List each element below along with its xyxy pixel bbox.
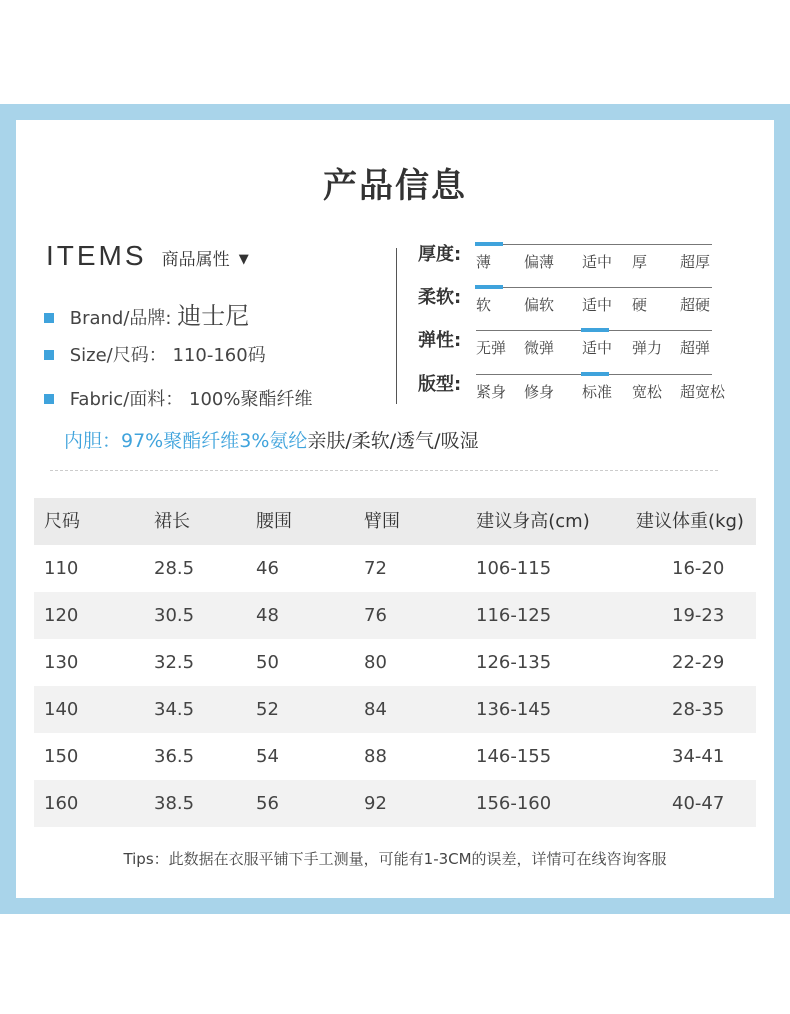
- scale-option: 厚: [632, 253, 648, 271]
- header-cell: 腰围: [256, 511, 292, 532]
- table-cell: 36.5: [154, 746, 195, 767]
- table-row: [34, 686, 756, 733]
- scale-option: 宽松: [632, 383, 663, 401]
- scale-track: [476, 244, 712, 245]
- table-cell: 38.5: [154, 793, 195, 814]
- page-title: 产品信息: [323, 166, 467, 206]
- scale-option: 紧身: [476, 383, 507, 401]
- table-cell: 28.5: [154, 558, 195, 579]
- table-cell: 19-23: [672, 605, 725, 626]
- table-cell: 56: [256, 793, 279, 814]
- table-cell: 48: [256, 605, 279, 626]
- scale-option: 偏薄: [524, 253, 555, 271]
- table-cell: 34-41: [672, 746, 725, 767]
- tips-text: Tips：此数据在衣服平铺下手工测量，可能有1-3CM的误差，详情可在线咨询客服: [123, 850, 667, 868]
- table-cell: 156-160: [476, 793, 552, 814]
- attr-brand-value: 迪士尼: [177, 302, 250, 330]
- scale-option: 适中: [582, 339, 613, 357]
- scale-selected-marker: [581, 328, 609, 332]
- items-header-cn: 商品属性: [161, 250, 230, 270]
- scale-selected-marker: [475, 242, 503, 246]
- table-cell: 40-47: [672, 793, 725, 814]
- header-cell: 裙长: [154, 511, 190, 532]
- vertical-divider: [396, 248, 397, 404]
- header-cell: 尺码: [44, 511, 80, 532]
- attr-size-value: 110-160码: [172, 345, 266, 366]
- table-cell: 150: [44, 746, 79, 767]
- scale-label: 弹性:: [418, 330, 462, 351]
- table-cell: 46: [256, 558, 279, 579]
- table-row: [34, 639, 756, 686]
- scale-option: 弹力: [632, 339, 663, 357]
- dashed-divider: [50, 470, 718, 471]
- scale-option: 修身: [524, 383, 555, 401]
- scale-option: 硬: [632, 296, 648, 314]
- square-bullet-icon: [44, 313, 54, 323]
- table-cell: 16-20: [672, 558, 725, 579]
- header-cell: 建议身高(cm): [476, 511, 590, 532]
- scale-option: 偏软: [524, 296, 555, 314]
- table-cell: 136-145: [476, 699, 552, 720]
- attr-brand-label: Brand/品牌:: [69, 308, 172, 329]
- square-bullet-icon: [44, 350, 54, 360]
- table-cell: 32.5: [154, 652, 195, 673]
- scale-selected-marker: [475, 285, 503, 289]
- inner-lining-desc: 亲肤/柔软/透气/吸湿: [307, 430, 479, 452]
- table-row: [34, 592, 756, 639]
- scale-option: 超宽松: [680, 383, 726, 401]
- attr-fabric-value: 100%聚酯纤维: [189, 389, 313, 410]
- size-table: [34, 498, 756, 827]
- table-header-row: [34, 498, 756, 545]
- table-cell: 110: [44, 558, 79, 579]
- table-cell: 54: [256, 746, 279, 767]
- table-cell: 22-29: [672, 652, 725, 673]
- attr-fabric-label: Fabric/面料：: [69, 389, 184, 410]
- inner-lining-label: 内胆：97%聚酯纤维3%氨纶: [64, 430, 308, 452]
- table-cell: 130: [44, 652, 79, 673]
- scale-label: 版型:: [418, 374, 462, 395]
- attr-brand: [44, 296, 249, 331]
- items-header: [46, 240, 249, 272]
- table-cell: 80: [364, 652, 387, 673]
- scale-option: 适中: [582, 296, 613, 314]
- table-cell: 72: [364, 558, 387, 579]
- scale-label: 柔软:: [418, 287, 462, 308]
- table-body: [34, 545, 756, 827]
- table-cell: 52: [256, 699, 279, 720]
- scale-track: [476, 287, 712, 288]
- attr-fabric: [44, 385, 312, 411]
- scale-option: 无弹: [476, 339, 507, 357]
- table-row: [34, 545, 756, 592]
- table-cell: 30.5: [154, 605, 195, 626]
- frame-border: [0, 104, 790, 914]
- table-cell: 28-35: [672, 699, 725, 720]
- table-cell: 146-155: [476, 746, 552, 767]
- scale-option: 超硬: [680, 296, 711, 314]
- scale-option: 软: [476, 296, 492, 314]
- table-cell: 88: [364, 746, 387, 767]
- header-cell: 臂围: [364, 511, 400, 532]
- triangle-down-icon: ▼: [238, 252, 249, 267]
- table-cell: 50: [256, 652, 279, 673]
- scale-selected-marker: [581, 372, 609, 376]
- table-cell: 92: [364, 793, 387, 814]
- square-bullet-icon: [44, 394, 54, 404]
- table-cell: 106-115: [476, 558, 552, 579]
- table-cell: 126-135: [476, 652, 552, 673]
- header-cell: 建议体重(kg): [636, 511, 744, 532]
- scale-option: 微弹: [524, 339, 555, 357]
- attr-size-label: Size/尺码：: [69, 345, 167, 366]
- table-cell: 120: [44, 605, 79, 626]
- table-cell: 116-125: [476, 605, 552, 626]
- table-cell: 140: [44, 699, 79, 720]
- items-header-en: ITEMS: [46, 240, 147, 271]
- info-card: [16, 120, 774, 898]
- table-cell: 34.5: [154, 699, 195, 720]
- scale-option: 适中: [582, 253, 613, 271]
- scale-label: 厚度:: [418, 244, 462, 265]
- table-row: [34, 780, 756, 827]
- scale-option: 标准: [582, 383, 613, 401]
- table-cell: 160: [44, 793, 79, 814]
- table-cell: 84: [364, 699, 387, 720]
- table-cell: 76: [364, 605, 387, 626]
- attr-size: [44, 341, 266, 367]
- table-row: [34, 733, 756, 780]
- scale-option: 薄: [476, 253, 492, 271]
- scale-option: 超厚: [680, 253, 711, 271]
- scale-option: 超弹: [680, 339, 711, 357]
- inner-lining: [64, 426, 479, 453]
